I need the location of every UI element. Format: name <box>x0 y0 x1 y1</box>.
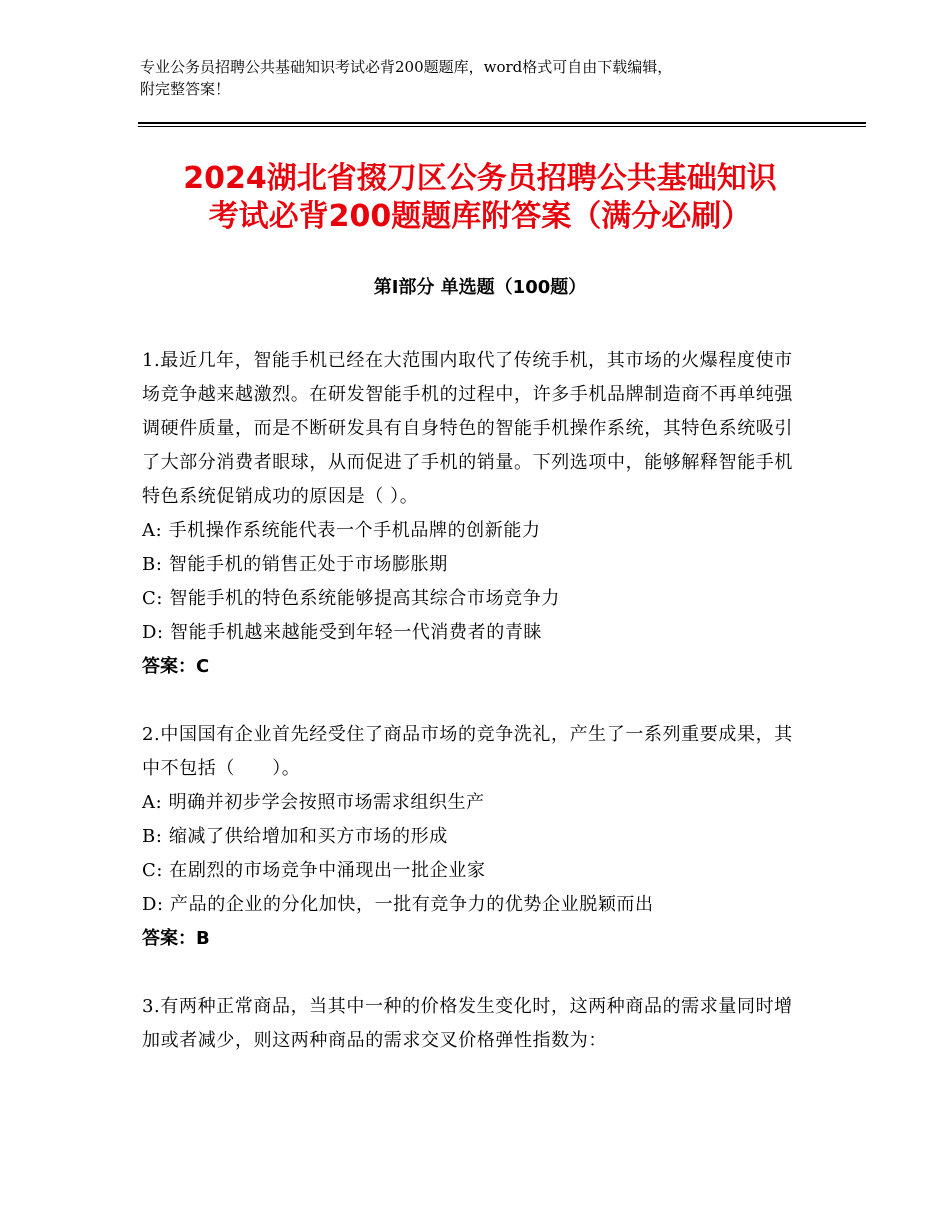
option-d: D: 产品的企业的分化加快，一批有竞争力的优势企业脱颖而出 <box>142 894 654 915</box>
question-list <box>142 344 802 1092</box>
question-3 <box>142 990 802 1058</box>
option-c: C: 智能手机的特色系统能够提高其综合市场竞争力 <box>142 588 560 609</box>
question-2 <box>142 718 802 956</box>
question-stem: 2.中国国有企业首先经受住了商品市场的竞争洗礼，产生了一系列重要成果，其中不包括（ ）。 <box>142 724 793 779</box>
header-note-line: 附完整答案！ <box>140 80 231 98</box>
header-divider <box>138 122 866 124</box>
question-stem: 3.有两种正常商品，当其中一种的价格发生变化时，这两种商品的需求量同时增加或者减少，则这两种商品的需求交叉价格弹性指数为： <box>142 996 793 1051</box>
document-title-line: 考试必背200题题库附答案（满分必刷） <box>208 199 752 234</box>
answer-label: 答案：B <box>142 928 210 949</box>
document-title <box>100 160 860 236</box>
question-1 <box>142 344 802 684</box>
option-c: C: 在剧烈的市场竞争中涌现出一批企业家 <box>142 860 486 881</box>
option-b: B: 缩减了供给增加和买方市场的形成 <box>142 826 448 847</box>
option-a: A: 明确并初步学会按照市场需求组织生产 <box>142 792 485 813</box>
section-heading: 第Ⅰ部分 单选题（100题） <box>373 277 587 298</box>
option-b: B: 智能手机的销售正处于市场膨胀期 <box>142 554 448 575</box>
header-note <box>140 56 840 100</box>
answer-label: 答案：C <box>142 656 210 677</box>
document-title-line: 2024湖北省掇刀区公务员招聘公共基础知识 <box>183 161 777 196</box>
header-divider-thin <box>138 126 866 127</box>
question-stem: 1.最近几年，智能手机已经在大范围内取代了传统手机，其市场的火爆程度使市场竞争越来越激烈。在研发智能手机的过程中，许多手机品牌制造商不再单纯强调硬件质量，而是不断研发具有自身特色的智能手机操作系统，其特色系统吸引了大部分消费者眼球，从而促进了手机的销量。下列选项中，能够解释智能手机特色系统促销成功的原因是（ ）。 <box>142 350 793 507</box>
header-note-line: 专业公务员招聘公共基础知识考试必背200题题库，word格式可自由下载编辑， <box>140 58 673 76</box>
option-a: A: 手机操作系统能代表一个手机品牌的创新能力 <box>142 520 541 541</box>
option-d: D: 智能手机越来越能受到年轻一代消费者的青睐 <box>142 622 543 643</box>
